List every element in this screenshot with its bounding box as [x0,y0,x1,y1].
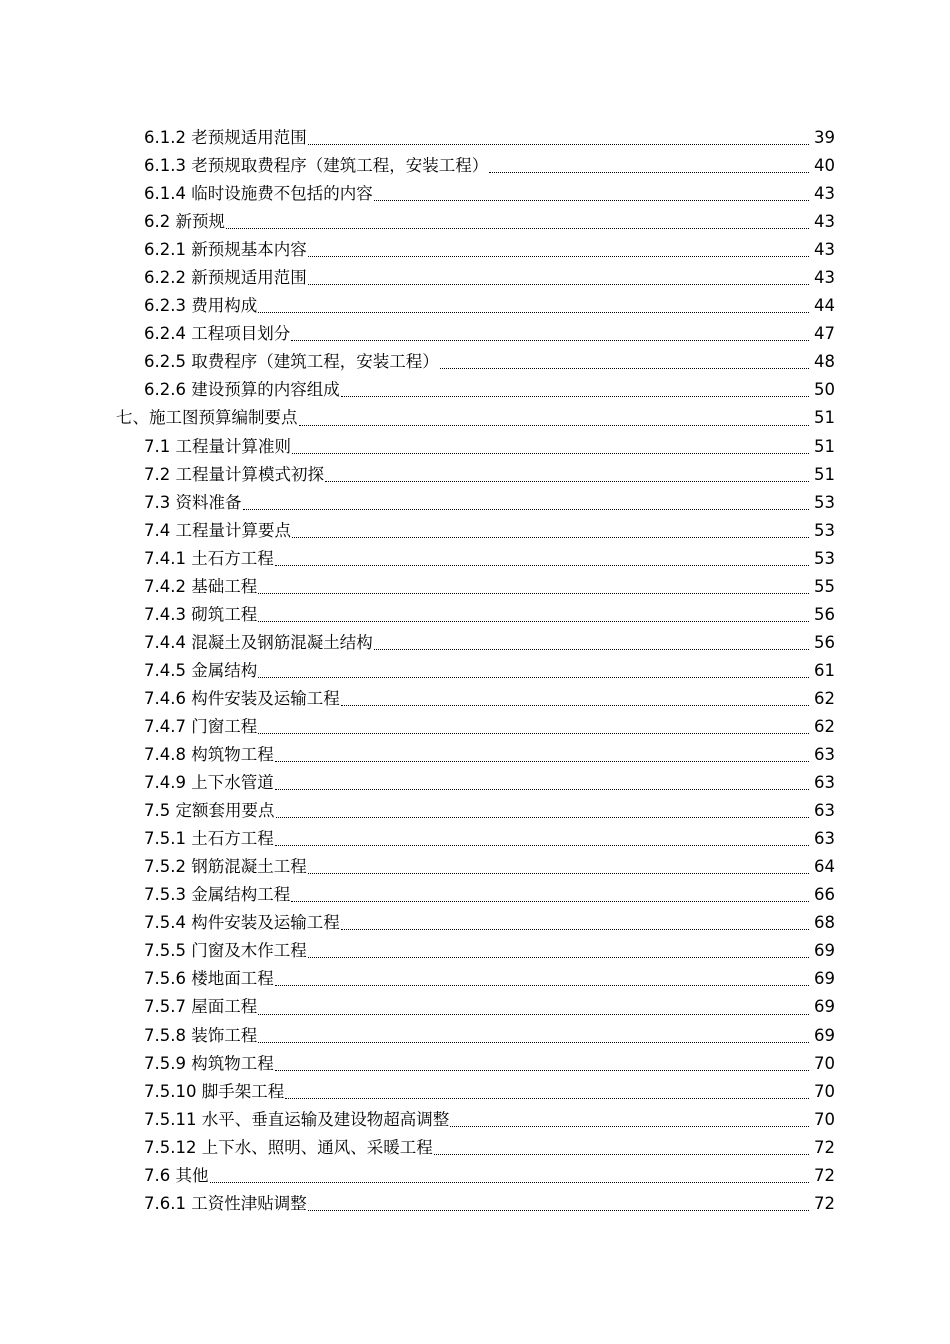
toc-entry-number: 7.5.2 [144,857,186,877]
toc-entry-number: 7.2 [144,464,171,484]
toc-entry-title: 金属结构工程 [191,885,291,905]
toc-dot-leader [226,227,809,229]
toc-entry-label [144,152,488,180]
toc-entry-page-number: 53 [814,492,835,512]
toc-entry-page-number: 47 [814,324,835,344]
toc-entry-number: 7.5.6 [144,969,186,989]
toc-entry-number: 7.5.4 [144,913,186,933]
toc-entry-page-number: 51 [814,436,835,456]
toc-entry-page-number: 63 [814,745,835,765]
toc-entry[interactable] [0,825,950,853]
toc-entry[interactable] [0,264,950,292]
toc-dot-leader [275,760,809,762]
toc-entry-label [144,208,225,236]
toc-dot-leader [275,564,809,566]
toc-entry-label [144,545,274,573]
toc-entry[interactable] [0,517,950,545]
toc-entry-title: 屋面工程 [191,997,258,1017]
toc-entry-number: 7.5.10 [144,1081,197,1101]
toc-entry-number: 7.4.1 [144,548,186,568]
toc-entry-label [144,685,340,713]
toc-entry[interactable] [0,629,950,657]
toc-dot-leader [299,424,810,426]
toc-entry-number: 7.5 [144,801,171,821]
toc-entry-page-number: 64 [814,857,835,877]
toc-entry-label [116,404,298,432]
toc-entry-number: 6.2.4 [144,324,186,344]
toc-dot-leader [275,984,809,986]
toc-dot-leader [291,900,809,902]
toc-entry[interactable] [0,881,950,909]
toc-entry-title: 脚手架工程 [201,1081,285,1101]
toc-entry-number: 7.4 [144,520,171,540]
toc-entry-label [144,993,257,1021]
toc-entry-page-number: 63 [814,801,835,821]
toc-entry-number: 7.5.12 [144,1137,197,1157]
toc-entry-title: 构筑物工程 [191,745,274,765]
toc-entry-label [144,180,373,208]
toc-entry[interactable] [0,713,950,741]
toc-entry-number: 7.4.4 [144,632,186,652]
toc-entry-number: 7.6.1 [144,1193,186,1213]
toc-entry[interactable] [0,937,950,965]
toc-entry-label [144,348,439,376]
toc-entry[interactable] [0,1022,950,1050]
toc-entry-label [144,937,307,965]
toc-entry[interactable] [0,152,950,180]
toc-dot-leader [258,676,809,678]
toc-entry-label [144,769,274,797]
toc-dot-leader [308,1209,809,1211]
toc-entry-title: 门窗及木作工程 [191,941,307,961]
toc-entry-title: 装饰工程 [191,1025,258,1045]
toc-dot-leader [275,788,809,790]
toc-dot-leader [434,1153,809,1155]
toc-entry[interactable] [0,573,950,601]
toc-entry-title: 工程量计算准则 [175,436,291,456]
toc-entry-label [144,489,242,517]
toc-entry[interactable] [0,404,950,432]
toc-entry-number: 7.4.7 [144,717,186,736]
toc-entry-title: 楼地面工程 [191,969,274,989]
toc-entry-label [144,1190,307,1218]
toc-entry-title: 构件安装及运输工程 [191,688,340,708]
toc-dot-leader [258,592,809,594]
toc-dot-leader [210,1181,810,1183]
toc-dot-leader [308,956,809,958]
toc-entry-page-number: 55 [814,576,835,596]
toc-dot-leader [489,171,809,173]
toc-entry-number: 6.2.6 [144,380,186,400]
toc-entry-label [144,1078,284,1106]
toc-entry-title: 取费程序（建筑工程，安装工程） [191,352,439,372]
toc-entry-title: 金属结构 [191,660,258,680]
toc-entry-page-number: 70 [814,1053,835,1073]
toc-entry-label [144,853,307,881]
toc-entry-title: 门窗工程 [191,717,258,736]
toc-entry-title: 基础工程 [191,576,258,596]
toc-entry-number: 7.5.11 [144,1109,197,1129]
toc-entry-label [144,713,257,741]
toc-entry-label [144,741,274,769]
toc-entry-title: 临时设施费不包括的内容 [191,184,373,204]
toc-entry-number: 7.4.2 [144,576,186,596]
toc-dot-leader [308,143,809,145]
toc-entry[interactable] [0,236,950,264]
toc-entry-page-number: 70 [814,1109,835,1129]
toc-entry-number: 6.2 [144,212,171,232]
toc-entry-label [144,1134,433,1162]
toc-entry-title: 混凝土及钢筋混凝土结构 [191,632,373,652]
toc-dot-leader [308,872,809,874]
toc-entry-page-number: 48 [814,352,835,372]
toc-entry-number: 7.5.9 [144,1053,186,1073]
toc-entry[interactable] [0,1050,950,1078]
toc-entry-label [144,629,373,657]
toc-dot-leader [440,367,809,369]
toc-dot-leader [450,1125,809,1127]
toc-entry-page-number: 51 [814,464,835,484]
toc-entry-page-number: 61 [814,660,835,680]
toc-entry-page-number: 62 [814,717,835,736]
toc-dot-leader [308,255,809,257]
toc-dot-leader [258,311,809,313]
toc-entry[interactable] [0,208,950,236]
toc-dot-leader [258,620,809,622]
toc-entry-page-number: 40 [814,156,835,176]
toc-dot-leader [276,816,810,818]
toc-entry-title: 工资性津贴调整 [191,1193,307,1213]
toc-entry-page-number: 68 [814,913,835,933]
toc-entry-page-number: 44 [814,296,835,316]
toc-entry-label [144,797,275,825]
toc-entry-title: 土石方工程 [191,829,274,849]
toc-dot-leader [374,199,809,201]
toc-entry-page-number: 63 [814,773,835,793]
toc-entry[interactable] [0,1162,950,1190]
toc-entry-title: 构筑物工程 [191,1053,274,1073]
toc-entry-title: 资料准备 [175,492,242,512]
toc-entry[interactable] [0,685,950,713]
toc-entry-title: 土石方工程 [191,548,274,568]
toc-entry[interactable] [0,601,950,629]
toc-entry-number: 6.2.1 [144,240,186,260]
toc-dot-leader [292,536,809,538]
toc-entry[interactable] [0,545,950,573]
toc-entry-label [144,517,291,545]
toc-entry[interactable] [0,376,950,404]
toc-entry[interactable] [0,797,950,825]
toc-entry[interactable] [0,965,950,993]
toc-dot-leader [292,452,809,454]
toc-dot-leader [325,480,809,482]
toc-entry-label [144,433,291,461]
toc-dot-leader [275,844,809,846]
toc-entry-title: 定额套用要点 [175,801,275,821]
toc-entry[interactable] [0,993,950,1021]
toc-entry-page-number: 69 [814,997,835,1017]
toc-entry-number: 7.4.6 [144,688,186,708]
toc-entry-number: 7.4.9 [144,773,186,793]
toc-entry[interactable] [0,320,950,348]
toc-entry-number: 6.2.3 [144,296,186,316]
toc-entry-page-number: 53 [814,520,835,540]
toc-entry-label [144,236,307,264]
toc-entry-page-number: 72 [814,1165,835,1185]
toc-entry-page-number: 63 [814,829,835,849]
toc-entry-page-number: 50 [814,380,835,400]
toc-entry-title: 老预规取费程序（建筑工程，安装工程） [191,156,489,176]
toc-entry-label [144,1106,449,1134]
toc-entry[interactable] [0,1078,950,1106]
toc-entry[interactable] [0,489,950,517]
toc-dot-leader [374,648,809,650]
toc-entry-number: 7.3 [144,492,171,512]
toc-entry-label [144,881,290,909]
toc-entry-title: 新预规基本内容 [191,240,307,260]
toc-entry-label [144,264,307,292]
toc-entry-title: 工程量计算要点 [175,520,291,540]
toc-entry-page-number: 70 [814,1081,835,1101]
toc-entry-number: 6.1.3 [144,156,186,176]
toc-entry-page-number: 72 [814,1137,835,1157]
toc-entry-number: 7.4.8 [144,745,186,765]
toc-entry-title: 费用构成 [191,296,258,316]
toc-entry-label [144,601,257,629]
toc-entry-number: 7.4.5 [144,660,186,680]
toc-entry-title: 新预规适用范围 [191,268,307,288]
toc-dot-leader [275,1069,809,1071]
toc-entry-page-number: 39 [814,128,835,148]
toc-dot-leader [291,339,809,341]
toc-entry-title: 构件安装及运输工程 [191,913,340,933]
toc-entry-page-number: 56 [814,604,835,624]
toc-entry[interactable] [0,741,950,769]
toc-entry-label [144,825,274,853]
toc-entry[interactable] [0,292,950,320]
toc-entry[interactable] [0,461,950,489]
toc-entry-number: 7.5.5 [144,941,186,961]
toc-entry-number: 7.5.8 [144,1025,186,1045]
toc-entry-label [144,573,257,601]
toc-entry-number: 7.5.1 [144,829,186,849]
toc-dot-leader [341,928,809,930]
toc-dot-leader [243,508,810,510]
toc-entry[interactable] [0,1106,950,1134]
toc-entry-title: 七、施工图预算编制要点 [116,408,298,428]
toc-entry[interactable] [0,769,950,797]
toc-entry-page-number: 69 [814,941,835,961]
table-of-contents [0,124,950,1218]
toc-dot-leader [258,1041,809,1043]
toc-entry-number: 7.6 [144,1165,171,1185]
toc-entry-page-number: 43 [814,184,835,204]
toc-entry-title: 砌筑工程 [191,604,258,624]
toc-entry-number: 7.1 [144,436,171,456]
toc-entry-title: 工程项目划分 [191,324,291,344]
toc-entry-title: 水平、垂直运输及建设物超高调整 [201,1109,450,1129]
toc-entry-page-number: 69 [814,969,835,989]
toc-entry-title: 其他 [175,1165,209,1185]
toc-entry-page-number: 69 [814,1025,835,1045]
toc-entry[interactable] [0,657,950,685]
toc-entry-page-number: 43 [814,212,835,232]
toc-dot-leader [258,1013,809,1015]
toc-entry-label [144,124,307,152]
toc-dot-leader [341,395,809,397]
toc-dot-leader [258,732,809,734]
toc-entry[interactable] [0,1134,950,1162]
toc-entry[interactable] [0,433,950,461]
toc-entry-label [144,1162,209,1190]
toc-entry-title: 建设预算的内容组成 [191,380,340,400]
toc-entry-number: 6.1.2 [144,128,186,148]
toc-entry-label [144,909,340,937]
toc-entry-number: 7.5.7 [144,997,186,1017]
toc-entry-label [144,657,257,685]
toc-entry-title: 新预规 [175,212,225,232]
toc-dot-leader [285,1097,809,1099]
toc-entry[interactable] [0,348,950,376]
toc-entry-page-number: 56 [814,632,835,652]
toc-entry-page-number: 51 [814,408,835,428]
toc-entry-label [144,320,290,348]
toc-entry-label [144,965,274,993]
toc-dot-leader [308,283,809,285]
toc-entry[interactable] [0,180,950,208]
toc-dot-leader [341,704,809,706]
toc-entry[interactable] [0,1190,950,1218]
toc-entry-page-number: 72 [814,1193,835,1213]
toc-entry-page-number: 43 [814,268,835,288]
toc-entry-title: 上下水、照明、通风、采暖工程 [201,1137,433,1157]
toc-entry-label [144,292,257,320]
toc-entry-number: 6.2.5 [144,352,186,372]
toc-entry-number: 7.5.3 [144,885,186,905]
toc-entry-title: 上下水管道 [191,773,274,793]
toc-entry[interactable] [0,909,950,937]
toc-entry-page-number: 43 [814,240,835,260]
toc-entry-page-number: 53 [814,548,835,568]
toc-entry[interactable] [0,124,950,152]
toc-entry-number: 6.1.4 [144,184,186,204]
toc-entry-label [144,461,324,489]
toc-entry[interactable] [0,853,950,881]
toc-entry-number: 7.4.3 [144,604,186,624]
toc-entry-label [144,376,340,404]
toc-entry-title: 老预规适用范围 [191,128,307,148]
toc-entry-title: 工程量计算模式初探 [175,464,324,484]
toc-entry-label [144,1022,257,1050]
toc-entry-page-number: 66 [814,885,835,905]
toc-entry-number: 6.2.2 [144,268,186,288]
toc-entry-title: 钢筋混凝土工程 [191,857,307,877]
toc-entry-page-number: 62 [814,688,835,708]
toc-entry-label [144,1050,274,1078]
